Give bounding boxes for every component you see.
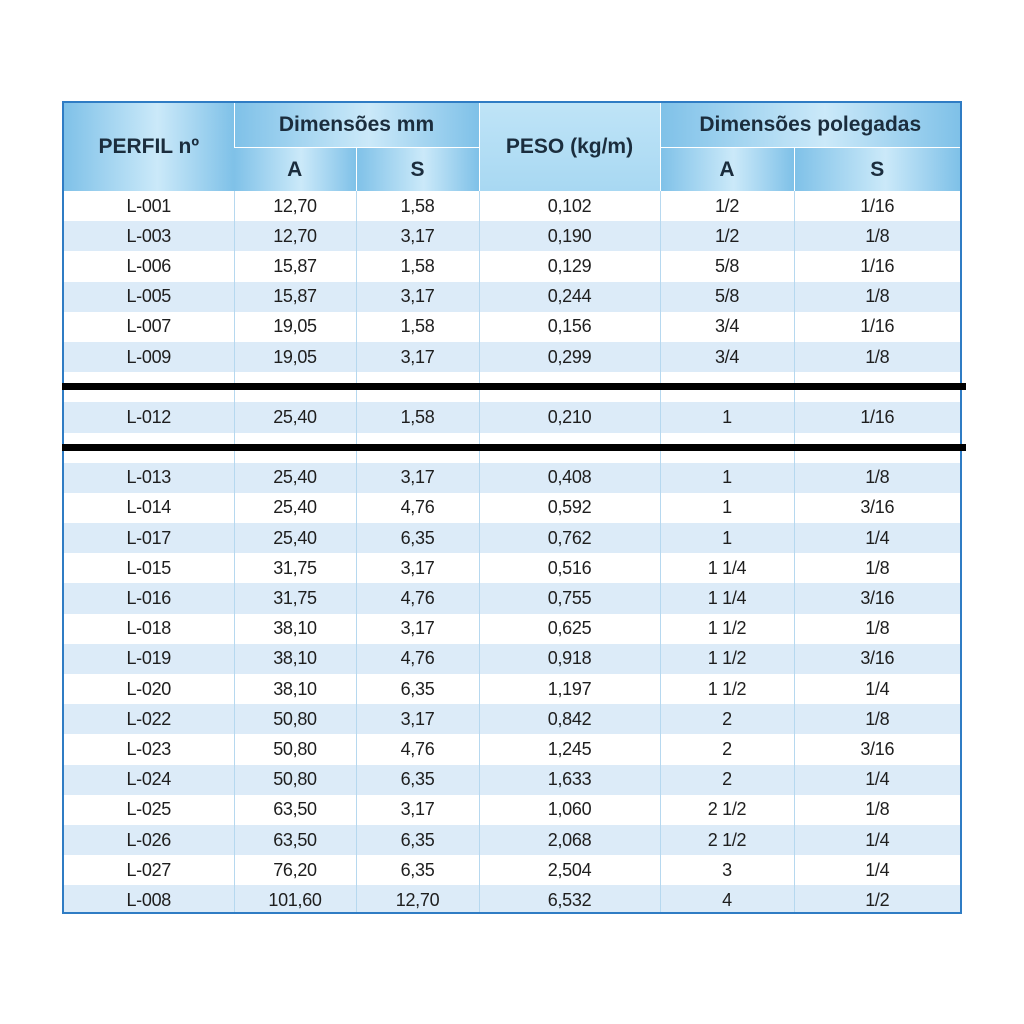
table-row (64, 463, 960, 493)
cell-peso: 2,068 (479, 825, 660, 855)
table-row (64, 493, 960, 523)
cell-peso: 1,060 (479, 795, 660, 825)
header-dimensions-inches: Dimensões polegadas (660, 103, 960, 148)
profile-table-container (62, 101, 962, 914)
cell-s-pol: 1/8 (794, 553, 960, 583)
cell-perfil: L-003 (64, 221, 234, 251)
cell-s-pol: 1/2 (794, 885, 960, 914)
cell-peso: 2,504 (479, 855, 660, 885)
table-row (64, 312, 960, 342)
cell-peso: 0,625 (479, 614, 660, 644)
table-row (64, 221, 960, 251)
header-a-mm: A (234, 148, 356, 192)
cell-s-mm: 6,35 (356, 523, 479, 553)
cell-peso: 0,755 (479, 583, 660, 613)
table-row (64, 795, 960, 825)
cell-s-mm: 3,17 (356, 795, 479, 825)
cell-peso: 0,156 (479, 312, 660, 342)
cell-peso: 1,633 (479, 765, 660, 795)
cell-peso: 6,532 (479, 885, 660, 914)
table-row (64, 523, 960, 553)
cell-peso: 0,592 (479, 493, 660, 523)
cell-a-mm: 15,87 (234, 282, 356, 312)
cell-a-pol: 1/2 (660, 191, 794, 221)
cell-a-mm: 76,20 (234, 855, 356, 885)
cell-perfil: L-006 (64, 251, 234, 281)
cell-a-mm: 25,40 (234, 523, 356, 553)
cell-peso: 0,918 (479, 644, 660, 674)
cell-peso: 0,842 (479, 704, 660, 734)
cell-peso: 0,102 (479, 191, 660, 221)
cell-s-mm: 3,17 (356, 614, 479, 644)
cell-peso: 1,245 (479, 734, 660, 764)
table-row (64, 251, 960, 281)
cell-s-mm: 1,58 (356, 402, 479, 432)
cell-a-pol: 2 (660, 734, 794, 764)
cell-a-pol: 1 1/4 (660, 553, 794, 583)
cell-s-mm: 3,17 (356, 221, 479, 251)
cell-s-pol: 1/8 (794, 463, 960, 493)
cell-a-mm: 101,60 (234, 885, 356, 914)
cell-perfil: L-027 (64, 855, 234, 885)
table-row (64, 614, 960, 644)
cell-a-pol: 1 1/4 (660, 583, 794, 613)
cell-peso: 0,762 (479, 523, 660, 553)
cell-perfil: L-025 (64, 795, 234, 825)
cell-peso: 0,244 (479, 282, 660, 312)
table-row (64, 583, 960, 613)
cell-perfil: L-015 (64, 553, 234, 583)
cell-s-pol: 1/16 (794, 251, 960, 281)
cell-s-mm: 1,58 (356, 312, 479, 342)
cell-perfil: L-005 (64, 282, 234, 312)
redaction-bar (62, 444, 966, 451)
cell-s-mm: 6,35 (356, 855, 479, 885)
table-row (64, 765, 960, 795)
cell-s-pol: 1/4 (794, 825, 960, 855)
cell-a-mm: 50,80 (234, 765, 356, 795)
cell-perfil: L-023 (64, 734, 234, 764)
cell-s-pol: 3/16 (794, 644, 960, 674)
cell-perfil: L-026 (64, 825, 234, 855)
cell-perfil: L-001 (64, 191, 234, 221)
table-row (64, 674, 960, 704)
cell-perfil: L-024 (64, 765, 234, 795)
redaction-bar (62, 383, 966, 390)
cell-s-pol: 1/4 (794, 523, 960, 553)
table-row (64, 553, 960, 583)
cell-peso: 0,129 (479, 251, 660, 281)
cell-s-pol: 3/16 (794, 734, 960, 764)
table-header (64, 103, 960, 191)
cell-perfil: L-007 (64, 312, 234, 342)
table-row (64, 855, 960, 885)
cell-s-mm: 3,17 (356, 342, 479, 372)
cell-a-mm: 31,75 (234, 553, 356, 583)
cell-a-pol: 1/2 (660, 221, 794, 251)
cell-a-pol: 1 (660, 493, 794, 523)
cell-a-pol: 1 (660, 463, 794, 493)
cell-s-pol: 1/16 (794, 402, 960, 432)
cell-peso: 0,299 (479, 342, 660, 372)
cell-a-pol: 1 (660, 523, 794, 553)
cell-a-mm: 38,10 (234, 614, 356, 644)
cell-s-pol: 1/4 (794, 855, 960, 885)
cell-perfil: L-013 (64, 463, 234, 493)
cell-s-mm: 4,76 (356, 583, 479, 613)
cell-s-mm: 4,76 (356, 644, 479, 674)
cell-a-pol: 4 (660, 885, 794, 914)
cell-a-mm: 38,10 (234, 644, 356, 674)
cell-s-mm: 3,17 (356, 704, 479, 734)
header-peso: PESO (kg/m) (479, 103, 660, 191)
cell-perfil: L-022 (64, 704, 234, 734)
table-row (64, 342, 960, 372)
cell-s-mm: 1,58 (356, 251, 479, 281)
cell-a-mm: 19,05 (234, 312, 356, 342)
cell-s-mm: 6,35 (356, 765, 479, 795)
cell-a-mm: 31,75 (234, 583, 356, 613)
cell-s-pol: 3/16 (794, 493, 960, 523)
cell-s-mm: 3,17 (356, 463, 479, 493)
cell-a-mm: 50,80 (234, 704, 356, 734)
cell-s-mm: 1,58 (356, 191, 479, 221)
cell-a-mm: 63,50 (234, 825, 356, 855)
cell-a-mm: 50,80 (234, 734, 356, 764)
cell-perfil: L-009 (64, 342, 234, 372)
table-row (64, 734, 960, 764)
cell-a-pol: 2 1/2 (660, 795, 794, 825)
cell-s-pol: 1/8 (794, 282, 960, 312)
cell-a-pol: 3 (660, 855, 794, 885)
cell-a-mm: 15,87 (234, 251, 356, 281)
cell-s-mm: 6,35 (356, 825, 479, 855)
cell-a-pol: 1 (660, 402, 794, 432)
header-dimensions-mm: Dimensões mm (234, 103, 479, 148)
table-body (64, 191, 960, 914)
cell-s-mm: 4,76 (356, 734, 479, 764)
cell-perfil: L-012 (64, 402, 234, 432)
cell-a-pol: 1 1/2 (660, 644, 794, 674)
cell-s-pol: 1/8 (794, 614, 960, 644)
table-row (64, 704, 960, 734)
cell-s-pol: 1/4 (794, 765, 960, 795)
cell-a-mm: 25,40 (234, 493, 356, 523)
cell-a-mm: 12,70 (234, 221, 356, 251)
cell-a-pol: 1 1/2 (660, 674, 794, 704)
cell-a-pol: 2 1/2 (660, 825, 794, 855)
cell-peso: 0,408 (479, 463, 660, 493)
cell-a-pol: 2 (660, 704, 794, 734)
table-row (64, 282, 960, 312)
cell-s-mm: 12,70 (356, 885, 479, 914)
profile-spec-table (64, 103, 960, 914)
cell-a-mm: 12,70 (234, 191, 356, 221)
cell-perfil: L-016 (64, 583, 234, 613)
cell-a-pol: 5/8 (660, 251, 794, 281)
cell-s-pol: 3/16 (794, 583, 960, 613)
cell-a-pol: 1 1/2 (660, 614, 794, 644)
cell-perfil: L-008 (64, 885, 234, 914)
cell-peso: 0,190 (479, 221, 660, 251)
cell-s-pol: 1/8 (794, 342, 960, 372)
cell-s-pol: 1/16 (794, 191, 960, 221)
cell-s-mm: 3,17 (356, 282, 479, 312)
cell-a-mm: 25,40 (234, 402, 356, 432)
cell-s-pol: 1/16 (794, 312, 960, 342)
header-s-inches: S (794, 148, 960, 192)
cell-perfil: L-020 (64, 674, 234, 704)
cell-s-mm: 4,76 (356, 493, 479, 523)
cell-a-pol: 3/4 (660, 342, 794, 372)
table-row (64, 191, 960, 221)
cell-perfil: L-019 (64, 644, 234, 674)
cell-peso: 1,197 (479, 674, 660, 704)
cell-a-mm: 19,05 (234, 342, 356, 372)
cell-perfil: L-014 (64, 493, 234, 523)
cell-a-pol: 5/8 (660, 282, 794, 312)
cell-perfil: L-018 (64, 614, 234, 644)
cell-a-pol: 2 (660, 765, 794, 795)
cell-s-pol: 1/4 (794, 674, 960, 704)
cell-peso: 0,516 (479, 553, 660, 583)
cell-s-mm: 3,17 (356, 553, 479, 583)
cell-s-pol: 1/8 (794, 795, 960, 825)
table-row (64, 885, 960, 914)
table-row (64, 644, 960, 674)
cell-a-mm: 38,10 (234, 674, 356, 704)
cell-a-mm: 63,50 (234, 795, 356, 825)
cell-perfil: L-017 (64, 523, 234, 553)
cell-s-mm: 6,35 (356, 674, 479, 704)
cell-s-pol: 1/8 (794, 704, 960, 734)
cell-peso: 0,210 (479, 402, 660, 432)
header-s-mm: S (356, 148, 479, 192)
table-row (64, 402, 960, 432)
header-a-inches: A (660, 148, 794, 192)
cell-s-pol: 1/8 (794, 221, 960, 251)
cell-a-pol: 3/4 (660, 312, 794, 342)
cell-a-mm: 25,40 (234, 463, 356, 493)
header-perfil: PERFIL nº (64, 103, 234, 191)
table-row (64, 825, 960, 855)
